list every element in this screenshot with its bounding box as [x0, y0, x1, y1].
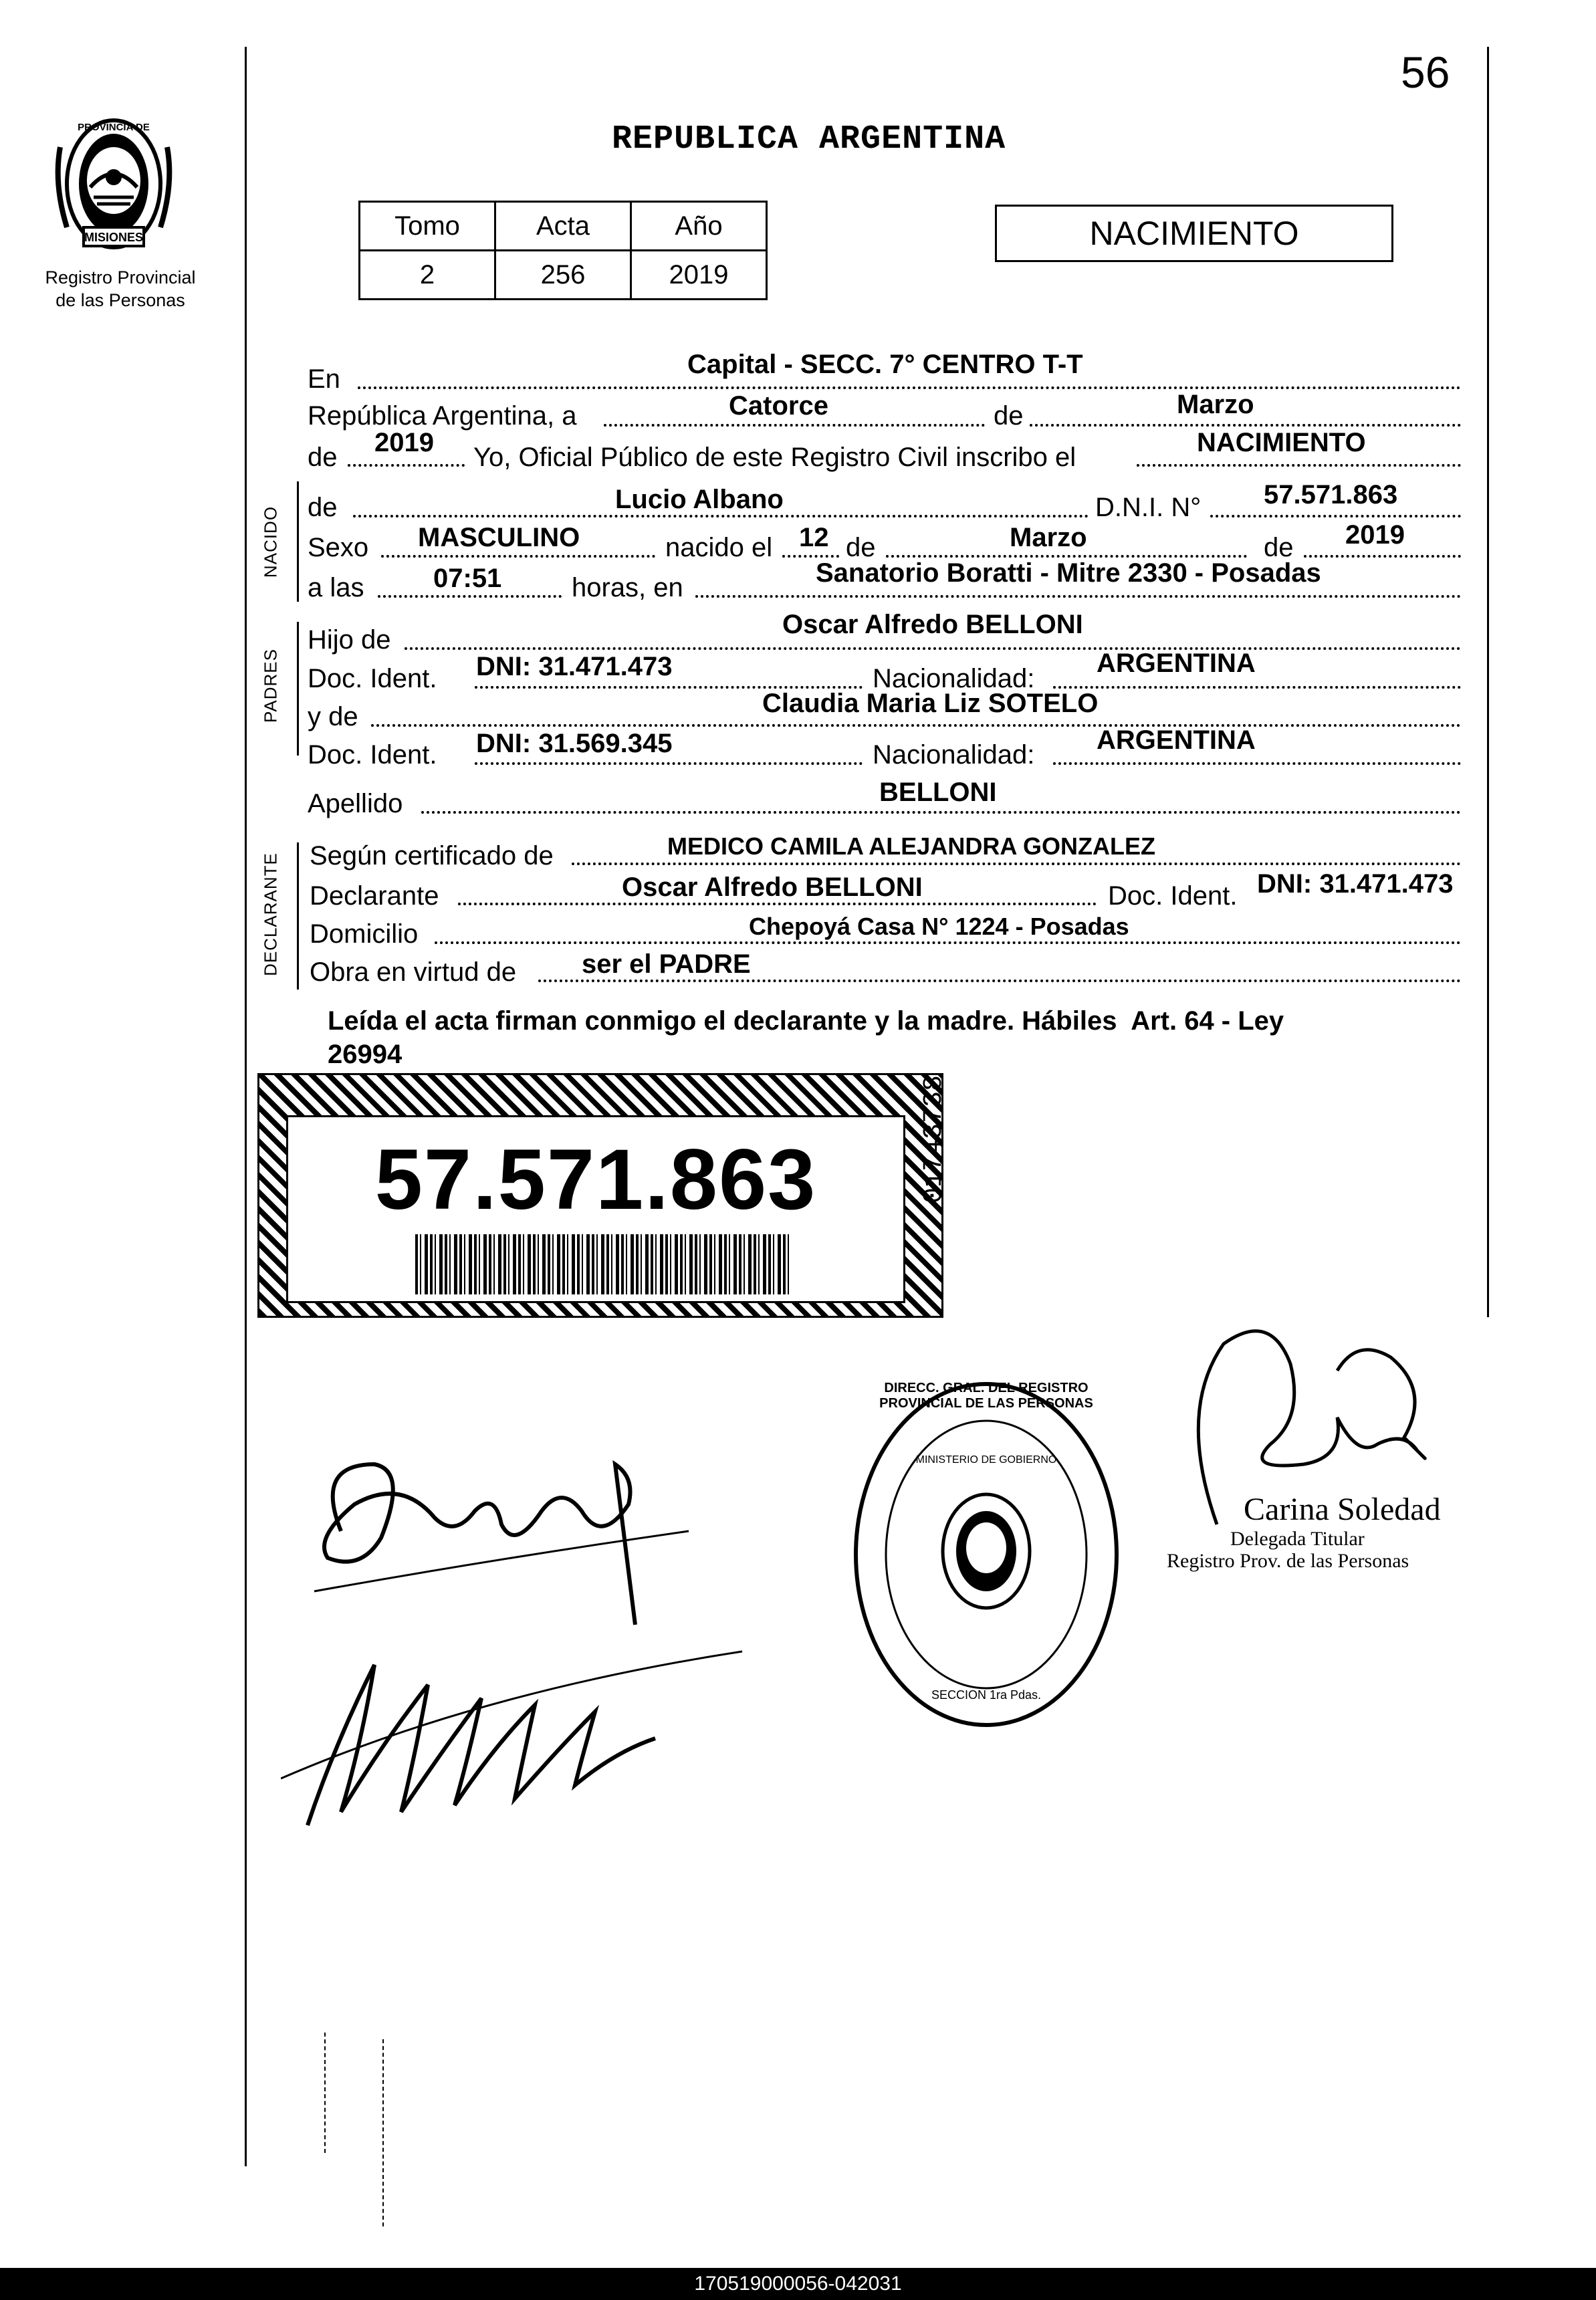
y-de-label: y de — [308, 702, 358, 731]
child-name: Lucio Albano — [615, 485, 784, 514]
decl-dots — [458, 903, 1097, 905]
mother-doc: DNI: 31.569.345 — [476, 729, 673, 758]
official-org: Registro Prov. de las Personas — [1167, 1550, 1409, 1572]
intro-month: Marzo — [1177, 390, 1254, 419]
obra-label: Obra en virtud de — [310, 957, 517, 987]
nacido-el-label: nacido el — [665, 533, 773, 562]
mother-nationality: ARGENTINA — [1097, 725, 1256, 755]
svg-text:MISIONES: MISIONES — [84, 231, 144, 244]
child-day: 12 — [799, 523, 829, 552]
sticker-number: 57.571.863 — [374, 1132, 817, 1228]
dni-label: D.N.I. N° — [1095, 493, 1202, 522]
padres-bracket — [297, 622, 299, 756]
father-doc-label: Doc. Ident. — [308, 664, 437, 693]
father-name: Oscar Alfredo BELLONI — [782, 610, 1083, 639]
birth-time: 07:51 — [433, 564, 502, 593]
padres-section-label: PADRES — [260, 649, 281, 723]
day-dots — [604, 424, 985, 427]
sexo-dots — [381, 555, 655, 558]
acta-header: Acta — [495, 202, 631, 251]
province-logo — [47, 107, 181, 261]
apellido-value: BELLONI — [879, 778, 997, 807]
child-month: Marzo — [1010, 523, 1087, 552]
intro-year: 2019 — [374, 428, 434, 457]
country-title: REPUBLICA ARGENTINA — [612, 120, 1006, 158]
year-dots — [348, 464, 465, 467]
lower-mark-2 — [382, 2039, 385, 2226]
inscription-type: NACIMIENTO — [1197, 428, 1366, 457]
tomo-value: 2 — [360, 251, 495, 300]
inscription-dots — [1137, 464, 1461, 467]
declarante-bracket — [297, 842, 299, 990]
seal-ring-text: DIRECC. GRAL. DEL REGISTRO PROVINCIAL DE LAS PERSONAS — [879, 1381, 1093, 1411]
mother-nat-dots — [1053, 762, 1461, 765]
month-born-dots — [886, 555, 1247, 558]
seal-bottom-text: SECCION 1ra Pdas. — [931, 1688, 1042, 1702]
nacido-de-label2: de — [846, 533, 876, 562]
decl-label: Declarante — [310, 881, 439, 911]
acta-value: 256 — [495, 251, 631, 300]
declarante-section-label: DECLARANTE — [260, 852, 281, 976]
registry-name-line2: de las Personas — [55, 290, 185, 310]
mother-signature — [281, 1611, 749, 1852]
cert-dots — [572, 862, 1461, 865]
dom-dots — [435, 941, 1461, 944]
republic-label: República Argentina, a — [308, 401, 577, 431]
a-las-label: a las — [308, 573, 364, 602]
decl-name: Oscar Alfredo BELLONI — [622, 873, 923, 902]
intro-de2-label: de — [308, 443, 338, 472]
father-doc: DNI: 31.471.473 — [476, 652, 673, 681]
official-seal — [846, 1374, 1127, 1735]
nacido-de-label3: de — [1264, 533, 1294, 562]
cert-value: MEDICO CAMILA ALEJANDRA GONZALEZ — [667, 832, 1155, 860]
footer-code-bar — [0, 2268, 1596, 2300]
record-table — [358, 201, 768, 300]
official-name: Carina Soledad — [1244, 1492, 1441, 1527]
dni-dots — [1210, 515, 1461, 518]
mother-dots — [371, 724, 1461, 727]
obra-value: ser el PADRE — [582, 949, 751, 979]
sticker-barcode — [415, 1234, 790, 1294]
mother-doc-label: Doc. Ident. — [308, 740, 437, 770]
official-title: Delegada Titular — [1230, 1528, 1365, 1550]
time-dots — [378, 595, 562, 598]
father-nat-label: Nacionalidad: — [873, 664, 1035, 693]
record-type-label: NACIMIENTO — [1089, 215, 1299, 252]
apellido-label: Apellido — [308, 789, 403, 818]
right-margin-line — [1487, 47, 1489, 1317]
father-dots — [405, 647, 1461, 650]
nacido-de-label: de — [308, 493, 338, 522]
en-dots — [358, 386, 1461, 389]
cert-label: Según certificado de — [310, 841, 554, 871]
name-dots — [353, 515, 1089, 518]
hijo-de-label: Hijo de — [308, 625, 391, 655]
birth-place: Sanatorio Boratti - Mitre 2330 - Posadas — [816, 558, 1321, 588]
birth-place-dots — [695, 595, 1461, 598]
tomo-header: Tomo — [360, 202, 495, 251]
registry-name-line1: Registro Provincial — [45, 267, 196, 288]
dom-value: Chepoyá Casa N° 1224 - Posadas — [749, 913, 1129, 940]
mother-name: Claudia Maria Liz SOTELO — [762, 689, 1099, 718]
sexo-label: Sexo — [308, 533, 369, 562]
mother-nat-label: Nacionalidad: — [873, 740, 1035, 770]
mother-doc-dots — [475, 762, 863, 765]
dom-label: Domicilio — [310, 919, 419, 949]
page-number: 56 — [1401, 47, 1450, 97]
apellido-dots — [421, 811, 1461, 814]
dni-sticker — [257, 1073, 943, 1318]
intro-place: Capital - SECC. 7° CENTRO T-T — [687, 350, 1083, 379]
footer-code: 170519000056-042031 — [694, 2273, 902, 2295]
anio-value: 2019 — [631, 251, 767, 300]
closing-line2: 26994 — [328, 1040, 403, 1069]
closing-line1: Leída el acta firman conmigo el declarante y la madre. Hábiles Art. 64 - Ley — [328, 1006, 1284, 1036]
child-dni: 57.571.863 — [1264, 480, 1398, 509]
decl-doc-label: Doc. Ident. — [1108, 881, 1238, 911]
father-nationality: ARGENTINA — [1097, 649, 1256, 678]
month-dots — [1030, 424, 1461, 427]
horas-label: horas, en — [572, 573, 683, 602]
child-sexo: MASCULINO — [418, 523, 580, 552]
svg-text:PROVINCIA DE: PROVINCIA DE — [78, 122, 150, 133]
nacido-bracket — [297, 481, 299, 602]
lower-mark-1 — [324, 2033, 327, 2153]
year-born-dots — [1304, 555, 1461, 558]
officer-text: Yo, Oficial Público de este Registro Civil inscribo el — [473, 443, 1076, 472]
intro-day: Catorce — [729, 391, 828, 421]
nacido-section-label: NACIDO — [260, 505, 281, 578]
sticker-inner — [286, 1115, 905, 1303]
obra-dots — [538, 980, 1461, 982]
sticker-side-serial: 01743738 — [919, 1074, 949, 1203]
seal-inner-text: MINISTERIO DE GOBIERNO — [915, 1454, 1057, 1466]
anio-header: Año — [631, 202, 767, 251]
decl-doc: DNI: 31.471.473 — [1257, 869, 1454, 899]
father-nat-dots — [1053, 686, 1461, 689]
record-type-box — [995, 205, 1393, 262]
day-born-dots — [782, 555, 839, 558]
child-year: 2019 — [1345, 520, 1405, 550]
left-margin-line — [245, 47, 247, 2166]
intro-de-label: de — [994, 401, 1024, 431]
en-label: En — [308, 364, 340, 394]
